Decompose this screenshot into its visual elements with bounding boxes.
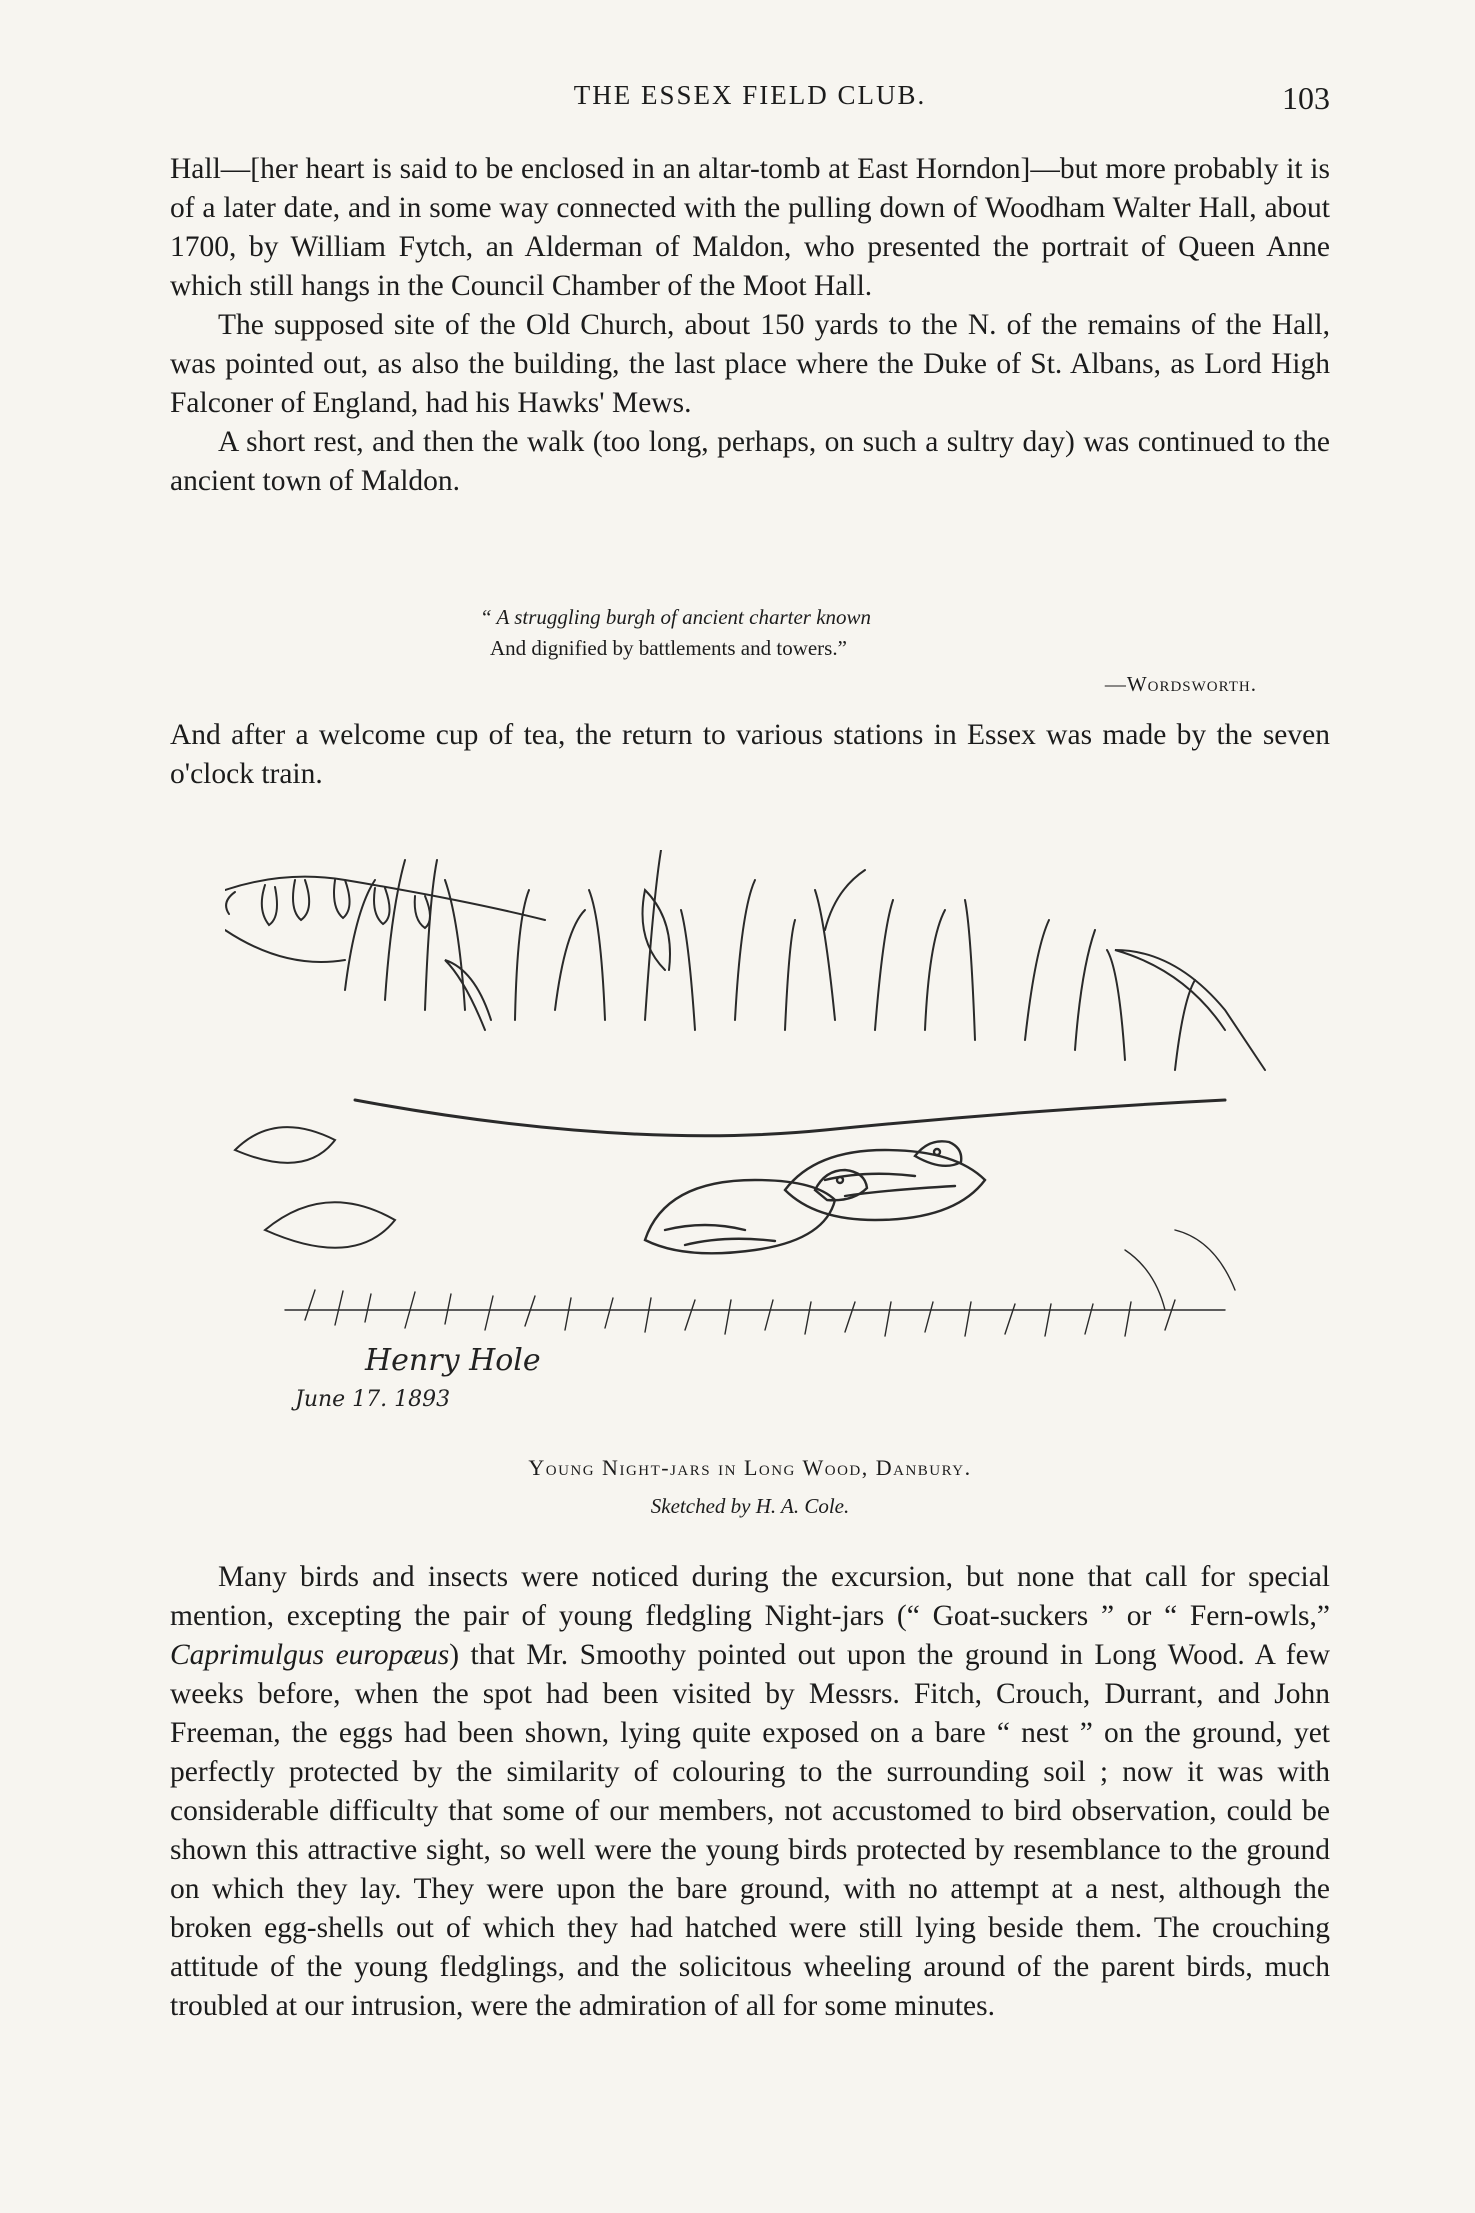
paragraph: A short rest, and then the walk (too long, perhaps, on such a sultry day) was continued to the ancient town of Maldon. [170,426,1330,497]
running-title: THE ESSEX FIELD CLUB. [573,80,927,110]
paragraph: And after a welcome cup of tea, the return to various stations in Essex was made by the seven o'clock train. [170,719,1330,790]
page-number: 103 [1282,80,1330,116]
illustration-credit: Sketched by H. A. Cole. [650,1494,850,1518]
quotation-line: And dignified by battlements and towers.” [490,636,847,660]
paragraph: Hall—[her heart is said to be enclosed in an altar-tomb at East Horndon]—but more probably it is of a later date, and in some way connected with the pulling down of Woodham Walter Hall, about 1700, by William Fytch, an Alderman of Maldon, who presented the portrait of Queen Anne which still hangs in the Council Chamber of the Moot Hall. [170,153,1330,302]
night-jar-birds [645,1141,985,1253]
wordsworth-quotation [480,602,1180,664]
night-jars-illustration [225,850,1315,1430]
paragraph: The supposed site of the Old Church, about 150 yards to the N. of the remains of the Hall, was pointed out, as also the building, the last place where the Duke of St. Albans, as Lord High Falconer of England, had his Hawks' Mews. [170,309,1330,419]
latin-name: Caprimulgus europæus [170,1639,450,1671]
paragraph-text: Many birds and insects were noticed during the excursion, but none that call for special mention, excepting the pair of young fledgling Night-jars (“ Goat-suckers ” or “ Fern-owls,” [170,1561,1330,1632]
quotation-attribution: —Wordsworth. [1104,672,1257,696]
paragraph [170,1558,1330,2026]
bramble-stem [355,1100,1225,1136]
lower-text-block [170,1558,1330,2026]
artist-signature [291,1343,541,1412]
leaf [235,1127,335,1163]
illustration-caption: Young Night-jars in Long Wood, Danbury. [528,1455,972,1480]
upper-text-block [170,150,1330,501]
paragraph-text: ) that Mr. Smoothy pointed out upon the ground in Long Wood. A few weeks before, when the spot had been visited by Messrs. Fitch, Crouch, Durrant, and John Freeman, the eggs had been shown, lying quite exposed on a bare “ nest ” on the ground, yet perfectly protected by the similarity of colouring to the surrounding soil ; now it was with considerable difficulty that some of our members, not accustomed to bird observation, could be shown this attractive sight, so well were the young birds protected by resemblance to the ground on which they lay. They were upon the bare ground, with no attempt at a nest, although the broken egg-shells out of which they had hatched were still lying beside them. The crouching attitude of the young fledglings, and the solicitous wheeling around of the parent birds, much troubled at our intrusion, were the admiration of all for some minutes. [170,1639,1331,2022]
grass-blades [345,850,1265,1070]
after-quote-text-block [170,716,1330,794]
quotation-line: “ A struggling burgh of ancient charter known [480,605,872,629]
leaf [265,1202,395,1248]
signature-date: June 17. 1893 [295,1387,451,1412]
running-head [170,80,1330,124]
signature-name: Henry Hole [365,1343,541,1378]
hanging-flowers [225,877,545,928]
ground-hatching [285,1230,1235,1336]
